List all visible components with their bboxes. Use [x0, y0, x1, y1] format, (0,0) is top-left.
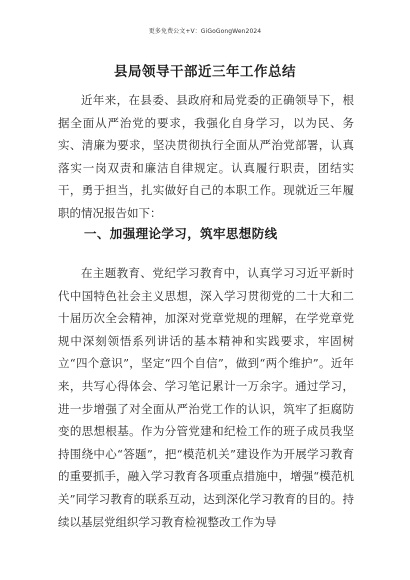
document-title: 县局领导干部近三年工作总结 [114, 64, 296, 80]
section-heading-1: 一、加强理论学习，筑牢思想防线 [84, 226, 278, 241]
intro-paragraph: 近年来，在县委、县政府和局党委的正确领导下，根据全面从严治党的要求，我强化自身学习，以为民、务实、清廉为要求，坚决贯彻执行全面从严治党部署，认真落实一岗双责和廉洁自律规定。认真履行职责，团结实干，勇于担当，扎实做好自己的本职工作。现就近三年履职的情况报告如下： [58, 93, 354, 220]
section-1-paragraph: 在主题教育、党纪学习教育中，认真学习习近平新时代中国特色社会主义思想，深入学习贯彻党的二十大和二十届历次全会精神，加深对党章党规的理解，在学党章党规中深刻领悟系列讲话的基本精神和实践要求，牢固树立“四个意识”，坚定“四个自信”，做到“两个维护”。近年来，共写心得体会、学习笔记累计一万余字。通过学习，进一步增强了对全面从严治党工作的认识，筑牢了拒腐防变的思想根基。作为分管党建和纪检工作的班子成员我坚持围绕中心“答题”，把“模范机关”建设作为开展学习教育的重要抓手，融入学习教育各项重点措施中，增强“模范机关”同学习教育的联系互动，达到深化学习教育的目的。持续以基层党组织学习教育检视整改工作为导 [58, 266, 354, 529]
header-watermark: 更多免费公文+V：GiGoGongWen2024 [148, 28, 262, 35]
